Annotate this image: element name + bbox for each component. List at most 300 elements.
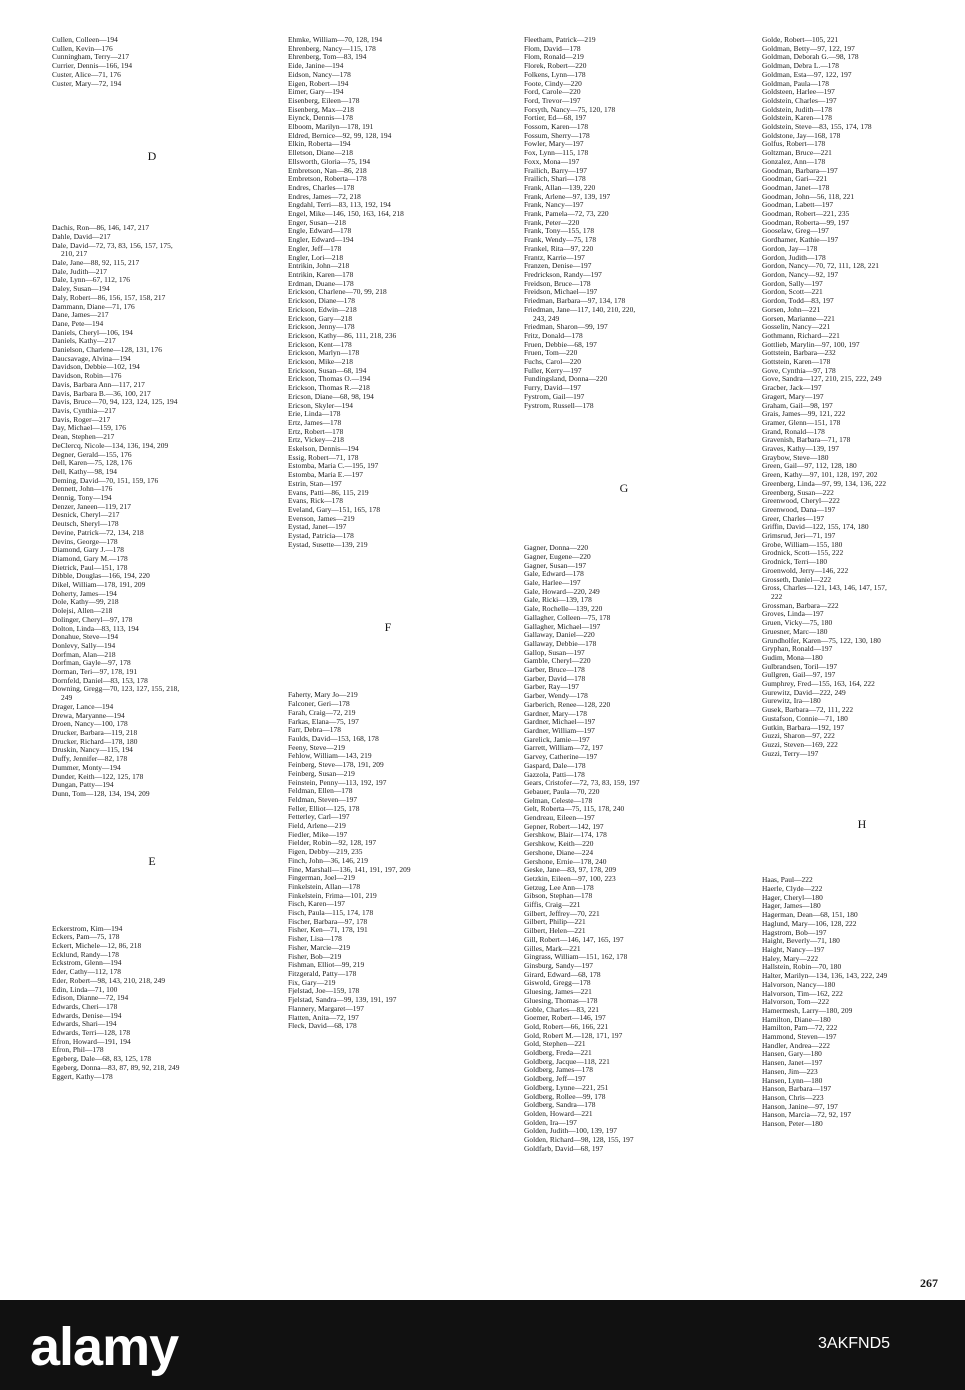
- index-entry: Feeny, Steve—219: [288, 742, 345, 752]
- index-entry: Gears, Cristofer—72, 73, 83, 159, 197: [524, 778, 640, 788]
- index-entry: Gordhamer, Kathie—197: [762, 235, 839, 245]
- index-entry: Fisher, Lisa—178: [288, 934, 342, 944]
- index-entry: Dell, Kathy—98, 194: [52, 466, 117, 476]
- index-entry: Folkens, Lynn—178: [524, 69, 586, 79]
- index-entry: Engler, Lori—218: [288, 252, 344, 262]
- index-entry: Hagerman, Dean—68, 151, 180: [762, 910, 858, 920]
- index-entry: Fischer, Barbara—97, 178: [288, 916, 368, 926]
- index-entry: Goodman, Janet—178: [762, 182, 830, 192]
- index-entry: Freidson, Michael—197: [524, 287, 598, 297]
- index-entry: Dell, Karen—75, 128, 176: [52, 458, 133, 468]
- index-entry: Greenwood, Dana—197: [762, 504, 836, 514]
- index-entry: Gordon, Nancy—70, 72, 111, 128, 221: [762, 261, 879, 271]
- index-entry: Dale, Lynn—67, 112, 176: [52, 275, 131, 285]
- index-entry: Goldberg, Jacque—118, 221: [524, 1056, 610, 1066]
- index-entry: Gullgren, Gail—97, 197: [762, 670, 836, 680]
- index-entry: Dungan, Patty—194: [52, 780, 114, 790]
- index-entry: Diamond, Gary M.—178: [52, 553, 128, 563]
- index-entry: Edwards, Denise—194: [52, 1010, 122, 1020]
- index-entry: Green, Gail—97, 112, 128, 180: [762, 461, 857, 471]
- index-entry: Egeberg, Dale—68, 83, 125, 178: [52, 1054, 152, 1064]
- index-entry: Flom, Ronald—219: [524, 52, 584, 62]
- index-entry: Custer, Mary—72, 194: [52, 78, 122, 88]
- alamy-logo: alamy: [30, 1317, 179, 1377]
- index-entry: Gurewitz, Ira—180: [762, 696, 821, 706]
- index-entry: Erickson, Mike—218: [288, 357, 353, 367]
- index-entry: Eder, Cathy—112, 178: [52, 967, 121, 977]
- index-entry: Haley, Mary—222: [762, 953, 819, 963]
- index-column-3: [524, 36, 749, 1153]
- index-entry: Elletson, Diane—218: [288, 148, 353, 158]
- index-entry: Gottlieb, Marylin—97, 100, 197: [762, 339, 860, 349]
- index-entry: Evans, Rick—178: [288, 496, 343, 506]
- index-entry: Fitzgerald, Patty—178: [288, 968, 357, 978]
- index-entry: Gruesner, Marc—180: [762, 626, 828, 636]
- index-entry: Dorman, Teri—97, 178, 191: [52, 667, 138, 677]
- index-entry: Hanson, Peter—180: [762, 1119, 823, 1129]
- index-entry: Drager, Lance—194: [52, 701, 114, 711]
- section-letter-d: D: [147, 149, 157, 164]
- index-entry: Haight, Beverly—71, 180: [762, 936, 840, 946]
- index-entry: Frailich, Barry—197: [524, 165, 587, 175]
- index-entry: Eskelson, Dennis—194: [288, 444, 359, 454]
- index-entry: Feller, Elliot—125, 178: [288, 803, 360, 813]
- entries-e: [52, 925, 277, 1082]
- index-entry: Dietrick, Paul—151, 178: [52, 562, 128, 572]
- index-entry: Fisch, Paula—115, 174, 178: [288, 908, 374, 918]
- index-entry: Gold, Stephen—221: [524, 1039, 586, 1049]
- index-entry: Goldberg, James—178: [524, 1065, 593, 1075]
- index-entry: Gottstein, Barbara—232: [762, 348, 836, 358]
- index-entry: Greenberg, Susan—222: [762, 487, 834, 497]
- index-entry: Getzkin, Eileen—97, 100, 223: [524, 873, 616, 883]
- index-column-1: [52, 36, 277, 1081]
- index-entry: Gershkow, Blair—174, 178: [524, 830, 607, 840]
- index-entry: Fruen, Debbie—68, 197: [524, 339, 597, 349]
- index-entry: Erickson, Kent—178: [288, 339, 352, 349]
- index-entry: Goldstein, Judith—178: [762, 104, 833, 114]
- index-entry: Edin, Linda—71, 100: [52, 984, 118, 994]
- index-entry: Dornfeld, Daniel—83, 153, 178: [52, 675, 148, 685]
- index-entry: Haas, Paul—222: [762, 875, 813, 885]
- index-entry: Gardner, Michael—197: [524, 717, 596, 727]
- index-entry: Gordon, Sally—197: [762, 278, 823, 288]
- index-entry: Friedman, Sharon—99, 197: [524, 322, 608, 332]
- entries-f-continued: [524, 36, 749, 410]
- index-entry: Fossom, Karen—178: [524, 122, 589, 132]
- section-letter-g: G: [619, 481, 629, 496]
- index-entry: Estomba, Maria C.—195, 197: [288, 461, 379, 471]
- index-entry: Hansen, Jim—223: [762, 1066, 818, 1076]
- section-letter-f: F: [384, 620, 392, 635]
- index-entry: Gumphrey, Fred—155, 163, 164, 222: [762, 679, 875, 689]
- index-entry: Guzzi, Terry—197: [762, 748, 819, 758]
- index-entry: Estomba, Maria E.—197: [288, 470, 363, 480]
- index-entry: Goodman, John—56, 118, 221: [762, 191, 855, 201]
- index-entry: Finch, John—36, 146, 219: [288, 855, 369, 865]
- index-entry: Gill, Robert—146, 147, 165, 197: [524, 934, 624, 944]
- index-entry: Friedman, Barbara—97, 134, 178: [524, 296, 626, 306]
- index-entry: Hammond, Steven—197: [762, 1032, 837, 1042]
- index-entry: Eystad, Patricia—178: [288, 531, 354, 541]
- index-entry: Fishman, Elliot—99, 219: [288, 960, 365, 970]
- index-entry: Grand, Ronald—178: [762, 426, 825, 436]
- index-entry: Dorfman, Alan—218: [52, 649, 116, 659]
- index-entry: Eder, Robert—98, 143, 210, 218, 249: [52, 975, 166, 985]
- index-entry: Erickson, Charlene—70, 99, 218: [288, 287, 387, 297]
- index-entry: Goldstein, Steve—83, 155, 174, 178: [762, 122, 872, 132]
- index-entry: Eckstrom, Glenn—194: [52, 958, 122, 968]
- index-entry: Daniels, Cheryl—106, 194: [52, 327, 133, 337]
- index-entry: Frankel, Rita—97, 220: [524, 243, 594, 253]
- index-entry: Golden, Ira—197: [524, 1117, 577, 1127]
- index-entry: Feldman, Ellen—178: [288, 786, 353, 796]
- index-entry: Estrin, Stan—197: [288, 478, 342, 488]
- index-entry: Goldberg, Rollee—99, 178: [524, 1091, 606, 1101]
- index-entry: Dolinger, Cheryl—97, 178: [52, 614, 133, 624]
- index-entry: Fleetham, Patrick—219: [524, 35, 596, 44]
- index-entry: Gruen, Vicky—75, 180: [762, 618, 833, 628]
- index-entry: Ertz, Vickey—218: [288, 435, 345, 445]
- index-entry: Greenberg, Linda—97, 99, 134, 136, 222: [762, 478, 887, 488]
- entries-h: [762, 876, 962, 1128]
- index-entry: Gaspard, Dale—178: [524, 760, 586, 770]
- index-entry: Hansen, Gary—180: [762, 1049, 822, 1059]
- index-entry: Desnick, Cheryl—217: [52, 510, 120, 520]
- index-entry: Eisenberg, Max—218: [288, 104, 355, 114]
- index-entry: Hanson, Janine—97, 197: [762, 1101, 838, 1111]
- index-entry: Eckert, Michele—12, 86, 218: [52, 941, 142, 951]
- index-entry: Fritz, Donald—178: [524, 330, 583, 340]
- index-entry: Enger, Susan—218: [288, 217, 346, 227]
- index-entry: Gibson, Stephan—178: [524, 891, 593, 901]
- index-entry: Greenwood, Cheryl—222: [762, 496, 840, 506]
- index-entry: Goodman, Robert—221, 235: [762, 209, 850, 219]
- index-entry: Ertz, James—178: [288, 417, 342, 427]
- index-entry: Fuller, Kerry—197: [524, 365, 582, 375]
- index-entry: Halvorson, Tom—222: [762, 997, 830, 1007]
- index-entry: Fjelstad, Joe—159, 178: [288, 986, 360, 996]
- index-entry: Gershone, Ernie—178, 240: [524, 856, 607, 866]
- index-entry: 243, 249: [533, 313, 560, 323]
- index-entry: Gordon, Judith—178: [762, 252, 826, 262]
- index-entry: Goldman, Debra L.—178: [762, 61, 839, 71]
- index-entry: Erickson, Susan—68, 194: [288, 365, 367, 375]
- index-entry: Gravenish, Barbara—71, 178: [762, 435, 851, 445]
- index-entry: Goodman, Barbara—197: [762, 165, 838, 175]
- index-entry: Gamble, Cheryl—220: [524, 656, 591, 666]
- index-entry: Golden, Judith—100, 139, 197: [524, 1126, 617, 1136]
- index-entry: Gardner, William—197: [524, 726, 595, 735]
- index-entry: Edwards, Shari—194: [52, 1019, 117, 1029]
- index-entry: Endres, Charles—178: [288, 182, 355, 192]
- index-entry: Fystrom, Russell—178: [524, 400, 594, 410]
- index-entry: Frank, Peter—220: [524, 217, 580, 227]
- entries-d: [52, 224, 277, 798]
- index-entry: Eisenberg, Eileen—178: [288, 95, 360, 105]
- index-entry: Goldberg, Lynne—221, 251: [524, 1082, 609, 1092]
- index-entry: Haglund, Mary—106, 128, 222: [762, 918, 857, 928]
- index-entry: Dummer, Monty—194: [52, 762, 121, 772]
- index-entry: Grimsrud, Jeri—71, 197: [762, 531, 836, 541]
- index-entry: Florek, Robert—220: [524, 61, 587, 71]
- index-entry: Gracber, Jack—197: [762, 383, 822, 393]
- index-entry: Endres, James—72, 218: [288, 191, 361, 201]
- index-entry: Foxx, Mona—197: [524, 156, 580, 166]
- index-entry: Erickson, Diane—178: [288, 296, 356, 306]
- index-entry: Fetterley, Carl—197: [288, 812, 350, 822]
- index-entry: Eveland, Gary—151, 165, 178: [288, 504, 381, 514]
- index-entry: Druskin, Nancy—115, 194: [52, 745, 133, 755]
- index-entry: Griffin, David—122, 155, 174, 180: [762, 522, 869, 532]
- index-entry: Devins, George—178: [52, 536, 118, 546]
- index-entry: Ericson, Diane—68, 98, 194: [288, 391, 374, 401]
- index-entry: Gallagher, Michael—197: [524, 621, 601, 631]
- index-entry: Goodman, Labett—197: [762, 200, 834, 210]
- index-entry: Fundingsland, Donna—220: [524, 374, 608, 384]
- index-entry: Falconer, Geri—178: [288, 699, 350, 709]
- index-entry: Gilbert, Jeffrey—70, 221: [524, 908, 600, 918]
- index-entry: Fortier, Ed—68, 197: [524, 113, 587, 123]
- index-entry: Dolejsi, Allen—218: [52, 606, 113, 616]
- index-entry: Drucker, Barbara—119, 218: [52, 728, 138, 737]
- index-entry: Daucsavage, Alvina—194: [52, 353, 131, 363]
- index-entry: Goldman, Esta—97, 122, 197: [762, 69, 852, 79]
- index-entry: Grosseth, Daniel—222: [762, 574, 832, 584]
- index-entry: Farkas, Elana—75, 197: [288, 716, 359, 726]
- index-entry: Geske, Jane—83, 97, 178, 209: [524, 865, 617, 875]
- index-entry: Essig, Robert—71, 178: [288, 452, 359, 462]
- index-entry: Gorsen, Marianne—221: [762, 313, 835, 323]
- index-entry: Edwards, Terri—128, 178: [52, 1028, 131, 1038]
- index-entry: Dammann, Diane—71, 176: [52, 301, 135, 311]
- index-entry: Gagner, Eugene—220: [524, 551, 591, 561]
- index-entry: Hamilton, Diane—180: [762, 1014, 831, 1024]
- index-entry: Garvey, Catherine—197: [524, 752, 598, 762]
- index-entry: Garrett, William—72, 197: [524, 743, 604, 753]
- index-entry: Freidson, Bruce—178: [524, 278, 591, 288]
- index-entry: Groenwold, Jerry—146, 222: [762, 565, 849, 575]
- index-entry: Dunn, Tom—128, 134, 194, 209: [52, 788, 150, 798]
- entries-c-continued: [52, 36, 277, 88]
- index-entry: Gluesing, James—221: [524, 987, 592, 997]
- index-entry: Farah, Craig—72, 219: [288, 707, 356, 717]
- index-entry: Evans, Patti—86, 115, 219: [288, 487, 369, 497]
- index-entry: 249: [61, 693, 73, 703]
- index-entry: Gagner, Susan—197: [524, 560, 587, 570]
- index-entry: Ford, Carole—220: [524, 87, 581, 97]
- index-entry: Garberich, Renee—128, 220: [524, 699, 611, 709]
- index-entry: Green, Kathy—97, 101, 128, 197, 202: [762, 470, 878, 480]
- index-entry: Faherty, Mary Jo—219: [288, 690, 358, 700]
- index-entry: Goldfarb, David—68, 197: [524, 1143, 604, 1153]
- index-entry: Finkelstein, Allan—178: [288, 881, 361, 891]
- entries-f: [288, 691, 513, 1030]
- index-entry: Gilbert, Philip—221: [524, 917, 586, 927]
- index-entry: Goodman, Roberta—99, 197: [762, 217, 850, 227]
- index-entry: Gosselin, Nancy—221: [762, 322, 831, 332]
- index-entry: Goldberg, Sandra—178: [524, 1100, 596, 1110]
- index-entry: Goldman, Deborah G.—98, 178: [762, 52, 859, 62]
- index-column-4: [762, 36, 962, 1129]
- page-number: 267: [920, 1276, 938, 1290]
- index-entry: Egeberg, Donna—83, 87, 89, 92, 218, 249: [52, 1062, 180, 1072]
- index-entry: Getzug, Lee Ann—178: [524, 882, 594, 892]
- index-entry: Gove, Sandra—127, 210, 215, 222, 249: [762, 374, 882, 384]
- index-entry: Elboom, Marilyn—178, 191: [288, 122, 374, 132]
- index-entry: Doherty, James—194: [52, 588, 117, 598]
- index-entry: Ertz, Robert—178: [288, 426, 344, 436]
- index-entry: Goldsteen, Harlee—197: [762, 87, 835, 97]
- index-entry: Greer, Charles—197: [762, 513, 825, 523]
- index-entry: Frank, Tony—155, 178: [524, 226, 595, 236]
- index-entry: Feldman, Steven—197: [288, 794, 358, 804]
- index-entry: Gardner, Mary—178: [524, 708, 587, 718]
- index-entry: Daniels, Kathy—217: [52, 336, 116, 346]
- index-entry: Gallaway, Debbie—178: [524, 638, 597, 648]
- index-entry: Fine, Marshall—136, 141, 191, 197, 209: [288, 864, 411, 874]
- index-entry: Engel, Mike—146, 150, 163, 164, 218: [288, 209, 404, 219]
- index-entry: Franzen, Denise—197: [524, 261, 592, 271]
- index-entry: Goldberg, Jeff—197: [524, 1074, 586, 1084]
- index-entry: Gudim, Mona—180: [762, 652, 823, 662]
- index-entry: Davis, Roger—217: [52, 414, 111, 424]
- index-entry: Davis, Barbara B.—36, 100, 217: [52, 388, 151, 398]
- index-entry: Erdman, Duane—178: [288, 278, 354, 288]
- index-entry: Feinstein, Penny—113, 192, 197: [288, 777, 387, 787]
- index-entry: Garber, Wendy—178: [524, 691, 588, 701]
- index-entry: Degner, Gerald—155, 176: [52, 449, 132, 459]
- index-entry: Devine, Patrick—72, 134, 218: [52, 527, 144, 537]
- index-entry: Fystrom, Gail—197: [524, 391, 585, 401]
- index-entry: Hanson, Barbara—197: [762, 1084, 832, 1094]
- index-entry: Gulbrandsen, Toril—197: [762, 661, 838, 671]
- index-entry: Ford, Trevor—197: [524, 95, 581, 105]
- index-entry: Guzzi, Steven—169, 222: [762, 739, 838, 749]
- index-entry: Gale, Harlee—197: [524, 578, 581, 588]
- index-entry: Fruen, Tom—220: [524, 348, 578, 358]
- entries-e-continued: [288, 36, 513, 549]
- index-entry: Fjelstad, Sandra—99, 139, 191, 197: [288, 995, 397, 1005]
- index-entry: Eiynck, Dennis—178: [288, 113, 353, 123]
- index-entry: Gershkow, Keith—220: [524, 839, 594, 849]
- index-entry: Gordon, Nancy—92, 197: [762, 269, 839, 279]
- index-entry: Hamilton, Pam—72, 222: [762, 1023, 838, 1033]
- index-entry: Denzer, Janeen—119, 217: [52, 501, 131, 511]
- index-entry: 210, 217: [61, 249, 88, 259]
- index-entry: Engle, Edward—178: [288, 226, 352, 236]
- index-entry: Gepner, Robert—142, 197: [524, 821, 604, 831]
- index-entry: Goldstein, Karen—178: [762, 113, 832, 123]
- index-entry: Dahle, David—217: [52, 231, 111, 241]
- index-entry: Davis, Barbara Ann—117, 217: [52, 379, 145, 389]
- index-entry: Frank, Arlene—97, 139, 197: [524, 191, 611, 201]
- index-entry: Danielson, Charlene—128, 131, 176: [52, 345, 163, 355]
- index-entry: Hallstein, Robin—70, 180: [762, 962, 842, 972]
- index-entry: Gazzola, Patti—178: [524, 769, 585, 779]
- index-entry: Dale, David—72, 73, 83, 156, 157, 175,: [52, 240, 173, 250]
- index-entry: Gordon, Todd—83, 197: [762, 296, 834, 306]
- index-entry: Gilbert, Helen—221: [524, 926, 586, 936]
- index-entry: Frailich, Shari—178: [524, 174, 586, 184]
- index-entry: Engler, Edward—194: [288, 235, 354, 245]
- index-entry: Deutsch, Sheryl—178: [52, 519, 119, 529]
- index-entry: Entrikin, John—218: [288, 261, 350, 271]
- index-entry: Dennett, John—176: [52, 484, 113, 494]
- index-entry: Cunningham, Terry—217: [52, 52, 130, 62]
- index-entry: Fredrickson, Randy—197: [524, 269, 602, 279]
- entries-g-continued: [762, 36, 962, 758]
- index-entry: Feinberg, Steve—178, 191, 209: [288, 760, 384, 770]
- index-entry: Eigen, Robert—194: [288, 78, 349, 88]
- index-entry: Friedman, Jane—117, 140, 210, 220,: [524, 304, 636, 314]
- index-entry: Golde, Robert—105, 221: [762, 35, 839, 44]
- index-entry: Frank, Allan—139, 220: [524, 182, 596, 192]
- index-entry: Girard, Edward—68, 178: [524, 969, 601, 979]
- index-entry: Flatten, Anita—72, 197: [288, 1012, 359, 1022]
- index-entry: Downing, Gregg—70, 123, 127, 155, 218,: [52, 684, 180, 694]
- index-entry: Custer, Alice—71, 176: [52, 69, 121, 79]
- index-entry: Garelick, Jamie—197: [524, 734, 590, 744]
- index-entry: Embretson, Roberta—178: [288, 174, 367, 184]
- index-entry: Dennig, Tony—194: [52, 493, 112, 503]
- index-entry: Eldred, Bernice—92, 99, 128, 194: [288, 130, 392, 140]
- index-entry: Erie, Linda—178: [288, 409, 341, 419]
- index-entry: Ecklund, Randy—178: [52, 949, 119, 959]
- index-entry: Davidson, Debbie—102, 194: [52, 362, 140, 372]
- index-entry: Fuchs, Carol—220: [524, 357, 582, 367]
- index-entry: Golfus, Robert—178: [762, 139, 826, 149]
- index-entry: Efron, Phil—178: [52, 1045, 104, 1055]
- index-entry: Droen, Nancy—100, 178: [52, 719, 128, 729]
- index-entry: Davidson, Robin—176: [52, 371, 122, 381]
- index-entry: Goemer, Robert—146, 197: [524, 1013, 606, 1023]
- index-entry: Donahue, Steve—194: [52, 632, 119, 642]
- index-entry: Hansen, Lynn—180: [762, 1075, 823, 1085]
- index-entry: Feinberg, Susan—219: [288, 768, 355, 778]
- index-entry: Gallop, Susan—197: [524, 647, 585, 657]
- index-entry: Grais, James—99, 121, 222: [762, 409, 846, 419]
- index-entry: Daly, Robert—86, 156, 157, 158, 217: [52, 292, 166, 302]
- index-entry: Graves, Kathy—139, 197: [762, 444, 840, 454]
- index-entry: Haight, Nancy—197: [762, 944, 825, 954]
- index-entry: Goldstone, Jay—168, 178: [762, 130, 841, 140]
- index-entry: Elkin, Roberta—194: [288, 139, 351, 149]
- index-entry: Engdahl, Terri—83, 113, 192, 194: [288, 200, 391, 210]
- index-entry: Grundholfer, Karen—75, 122, 130, 180: [762, 635, 881, 645]
- index-entry: Gebauer, Paula—70, 220: [524, 786, 600, 796]
- index-entry: Handler, Andrea—222: [762, 1040, 830, 1050]
- index-entry: Gorsen, John—221: [762, 304, 821, 314]
- index-entry: Eckers, Pam—75, 178: [52, 932, 120, 942]
- index-entry: Dorfman, Gayle—97, 178: [52, 658, 131, 668]
- index-entry: Golden, Howard—221: [524, 1108, 593, 1118]
- index-entry: Erickson, Gary—218: [288, 313, 353, 323]
- index-entry: Diamond, Gary J.—178: [52, 545, 125, 555]
- index-entry: Eystad, Susette—139, 219: [288, 539, 368, 549]
- index-entry: Dole, Kathy—99, 218: [52, 597, 119, 607]
- index-entry: Gale, Edward—178: [524, 569, 584, 579]
- index-entry: Fox, Lynn—115, 178: [524, 148, 589, 158]
- index-entry: Ehrenberg, Tom—83, 194: [288, 52, 367, 62]
- index-entry: Gelt, Roberta—75, 115, 178, 240: [524, 804, 625, 814]
- index-entry: Dunder, Keith—122, 125, 178: [52, 771, 144, 781]
- index-entry: Halter, Marilyn—134, 136, 143, 222, 249: [762, 971, 888, 981]
- index-entry: Hanson, Marcia—72, 92, 197: [762, 1110, 852, 1120]
- index-entry: Fehlow, William—143, 219: [288, 751, 372, 761]
- index-entry: Erickson, Jenny—178: [288, 322, 355, 332]
- index-entry: Fingerman, Joel—219: [288, 873, 356, 883]
